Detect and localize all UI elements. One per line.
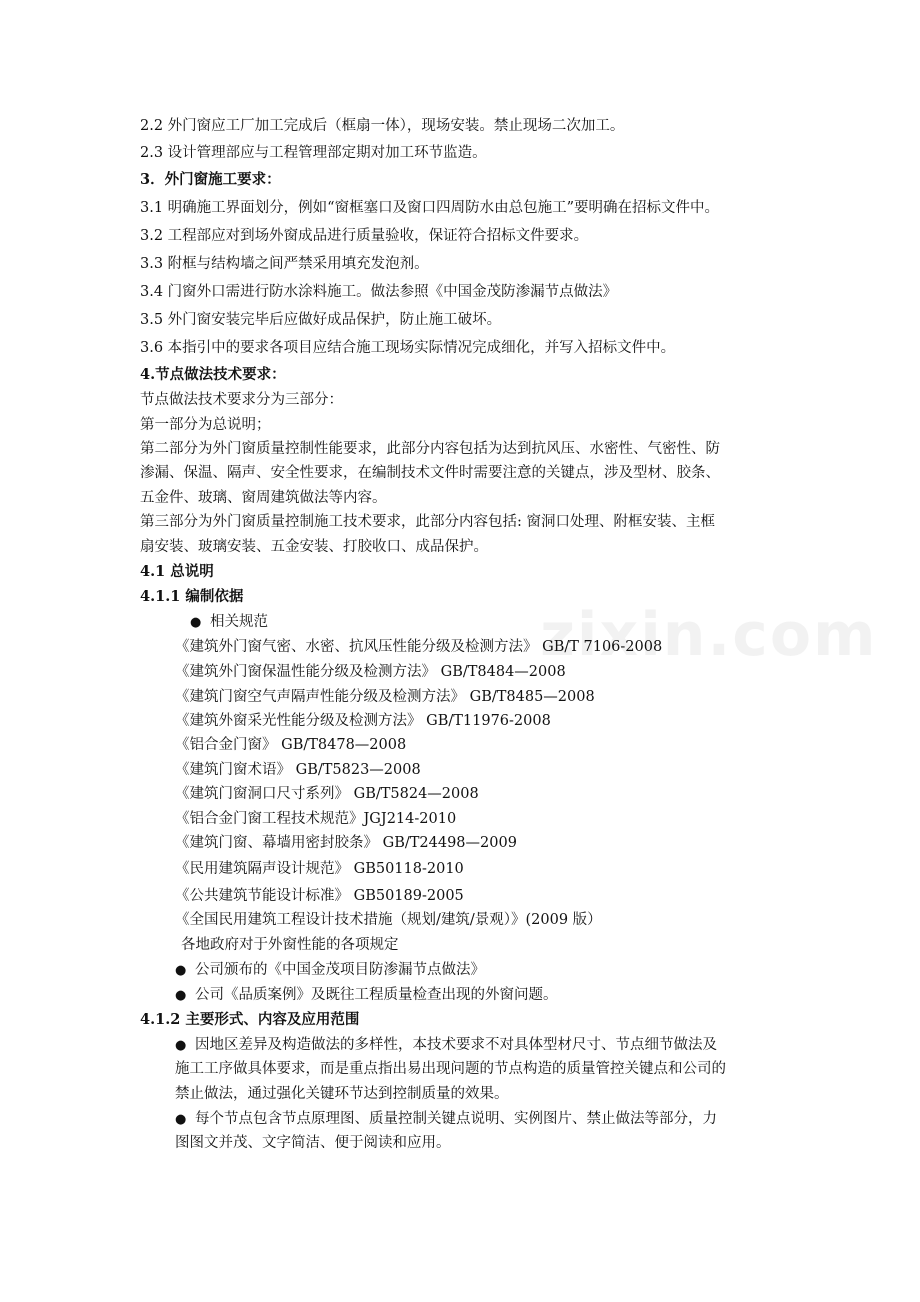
list-item-label: 公司颁布的《中国金茂项目防渗漏节点做法》 [195,962,485,978]
list-item [175,983,835,1008]
text-line: 3.3 附框与结构墙之间严禁采用填充发泡剂。 [140,256,429,272]
list-item [175,958,835,983]
standard-item: 《铝合金门窗工程技术规范》JGJ214-2010 [175,811,457,827]
text-line: 3.5 外门窗安装完毕后应做好成品保护，防止施工破坏。 [140,312,502,328]
text-line: 五金件、玻璃、窗周建筑做法等内容。 [140,490,387,506]
standard-item: 《建筑门窗、幕墙用密封胶条》 GB/T24498—2009 [175,835,517,851]
text-line: 3.2 工程部应对到场外窗成品进行质量验收，保证符合招标文件要求。 [140,228,589,244]
subsection-heading: 4.1 总说明 [140,563,214,580]
watermark: zixin.com [540,600,878,670]
text-line: 3.1 明确施工界面划分，例如“窗框塞口及窗口四周防水由总包施工”要明确在招标文件中。 [140,200,719,216]
bullet-icon: ● [175,988,187,1003]
subsection-heading: 4.1.1 编制依据 [140,588,244,605]
bullet-icon: ● [175,963,187,978]
bullet-icon: ● [190,615,202,630]
text-line: 第三部分为外门窗质量控制施工技术要求，此部分内容包括: 窗洞口处理、附框安装、主框 [140,514,715,530]
standard-item: 《建筑外门窗保温性能分级及检测方法》 GB/T8484—2008 [175,664,566,680]
text-line: 2.3 设计管理部应与工程管理部定期对加工环节监造。 [140,145,487,161]
text-line: 第二部分为外门窗质量控制性能要求，此部分内容包括为达到抗风压、水密性、气密性、防 [140,441,720,457]
text-line: 图图文并茂、文字简洁、便于阅读和应用。 [175,1135,451,1151]
standard-item: 《建筑门窗术语》 GB/T5823—2008 [175,762,421,778]
list-item [175,1107,835,1132]
text-line: 第一部分为总说明； [140,417,271,433]
text-line: 3.6 本指引中的要求各项目应结合施工现场实际情况完成细化，并写入招标文件中。 [140,340,676,356]
bullet-icon: ● [175,1112,187,1127]
list-item-label: 每个节点包含节点原理图、质量控制关键点说明、实例图片、禁止做法等部分，力 [195,1111,717,1127]
standard-item: 《建筑门窗洞口尺寸系列》 GB/T5824—2008 [175,786,479,802]
standard-item: 《建筑外窗采光性能分级及检测方法》 GB/T11976-2008 [175,713,551,729]
standard-item: 《建筑外门窗气密、水密、抗风压性能分级及检测方法》 GB/T 7106-2008 [175,639,663,655]
list-item-label: 因地区差异及构造做法的多样性，本技术要求不对具体型材尺寸、节点细节做法及 [195,1037,717,1053]
standard-item: 《公共建筑节能设计标准》 GB50189-2005 [175,888,464,904]
text-line: 施工工序做具体要求，而是重点指出易出现问题的节点构造的质量管控关键点和公司的 [175,1061,726,1077]
bullet-icon: ● [175,1038,187,1053]
standard-item: 《民用建筑隔声设计规范》 GB50118-2010 [175,861,464,877]
text-line: 渗漏、保温、隔声、安全性要求，在编制技术文件时需要注意的关键点，涉及型材、胶条、 [140,465,720,481]
section-heading: 4.节点做法技术要求： [140,366,286,383]
text-line: 节点做法技术要求分为三部分： [140,392,343,408]
list-item-label: 公司《品质案例》及既往工程质量检查出现的外窗问题。 [195,987,558,1003]
standard-item: 《铝合金门窗》 GB/T8478—2008 [175,737,407,753]
list-item [175,1033,835,1058]
section-heading: 3．外门窗施工要求： [140,171,281,188]
text-line: 各地政府对于外窗性能的各项规定 [181,937,399,953]
list-item-label: 相关规范 [210,614,268,630]
text-line: 3.4 门窗外口需进行防水涂料施工。做法参照《中国金茂防渗漏节点做法》 [140,284,618,300]
standard-item: 《全国民用建筑工程设计技术措施（规划/建筑/景观）》(2009 版） [175,912,602,928]
text-line: 2.2 外门窗应工厂加工完成后（框扇一体），现场安装。禁止现场二次加工。 [140,118,625,134]
text-line: 禁止做法，通过强化关键环节达到控制质量的效果。 [175,1086,509,1102]
text-line: 扇安装、玻璃安装、五金安装、打胶收口、成品保护。 [140,539,488,555]
standard-item: 《建筑门窗空气声隔声性能分级及检测方法》 GB/T8485—2008 [175,689,595,705]
list-item [190,610,850,635]
subsection-heading: 4.1.2 主要形式、内容及应用范围 [140,1011,360,1028]
